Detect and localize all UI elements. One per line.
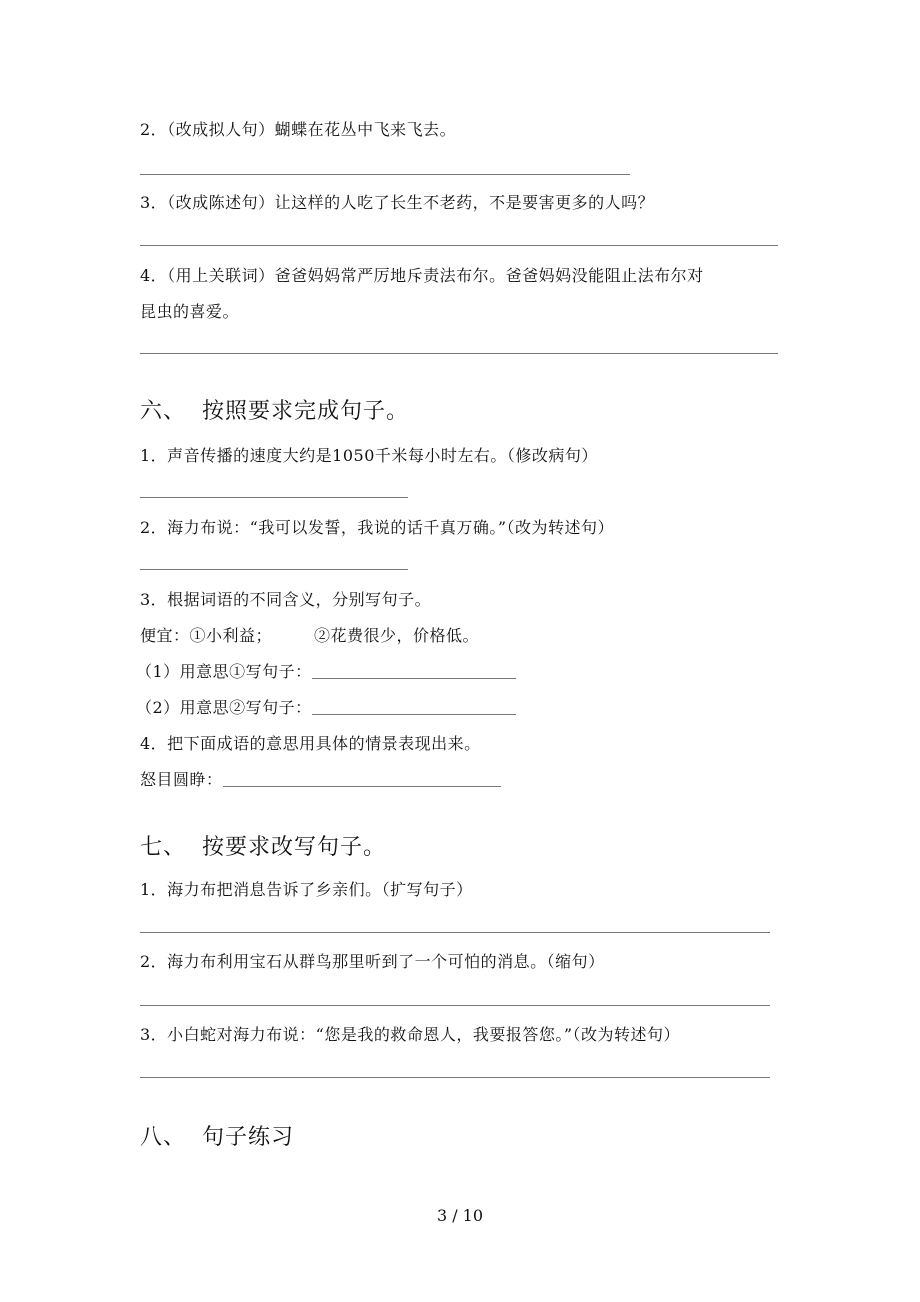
question-s6-3: 3．根据词语的不同含义，分别写句子。 (140, 590, 432, 609)
section-title: 句子练习 (202, 1125, 295, 1150)
page-number: 3 / 10 (436, 1206, 484, 1225)
subquestion-2 (136, 698, 516, 718)
answer-line-s5-3[interactable] (140, 245, 778, 246)
question-s6-1: 1．声音传播的速度大约是1050千米每小时左右。（修改病句） (140, 446, 598, 465)
answer-line-s5-4[interactable] (140, 353, 778, 354)
definition-2: ②花费很少，价格低。 (314, 626, 480, 645)
idiom-row (140, 770, 501, 790)
answer-line-s5-2[interactable] (140, 174, 630, 175)
question-s5-3: 3．（改成陈述句）让这样的人吃了长生不老药，不是要害更多的人吗？ (140, 193, 655, 212)
definition-1: 便宜：①小利益； (140, 626, 273, 645)
answer-line-s7-3[interactable] (140, 1077, 770, 1078)
idiom-label: 怒目圆睁： (140, 770, 223, 789)
question-s7-1: 1．海力布把消息告诉了乡亲们。（扩写句子） (140, 880, 473, 899)
section-number: 八、 (140, 1125, 187, 1150)
section-number: 七、 (140, 835, 187, 860)
section-title: 按要求改写句子。 (202, 835, 387, 860)
answer-line-s7-2[interactable] (140, 1005, 770, 1006)
question-s5-4-line1: 4．（用上关联词）爸爸妈妈常严厉地斥责法布尔。爸爸妈妈没能阻止法布尔对 (140, 266, 704, 285)
section-number: 六、 (140, 399, 187, 424)
subquestion-1-label: （1）用意思①写句子： (136, 662, 312, 681)
section-heading-7 (140, 834, 386, 862)
answer-line-s7-1[interactable] (140, 932, 770, 933)
section-heading-8 (140, 1124, 294, 1152)
question-s6-4: 4．把下面成语的意思用具体的情景表现出来。 (140, 734, 481, 753)
question-s5-2: 2．（改成拟人句）蝴蝶在花丛中飞来飞去。 (140, 120, 457, 139)
subquestion-1 (136, 662, 516, 682)
section-heading-6 (140, 398, 409, 426)
answer-blank-sub-2[interactable] (312, 700, 516, 715)
answer-line-s6-1[interactable] (140, 497, 408, 498)
answer-line-s6-2[interactable] (140, 569, 408, 570)
answer-blank-sub-1[interactable] (312, 664, 516, 679)
answer-blank-idiom[interactable] (223, 772, 501, 787)
question-s7-2: 2．海力布利用宝石从群鸟那里听到了一个可怕的消息。（缩句） (140, 952, 605, 971)
question-s6-2: 2．海力布说：“我可以发誓，我说的话千真万确。”（改为转述句） (140, 518, 615, 537)
definition-row (140, 626, 479, 646)
question-s5-4-line2: 昆虫的喜爱。 (140, 302, 240, 321)
question-s7-3: 3．小白蛇对海力布说：“您是我的救命恩人，我要报答您。”（改为转述句） (140, 1025, 681, 1044)
section-title: 按照要求完成句子。 (202, 399, 410, 424)
subquestion-2-label: （2）用意思②写句子： (136, 698, 312, 717)
